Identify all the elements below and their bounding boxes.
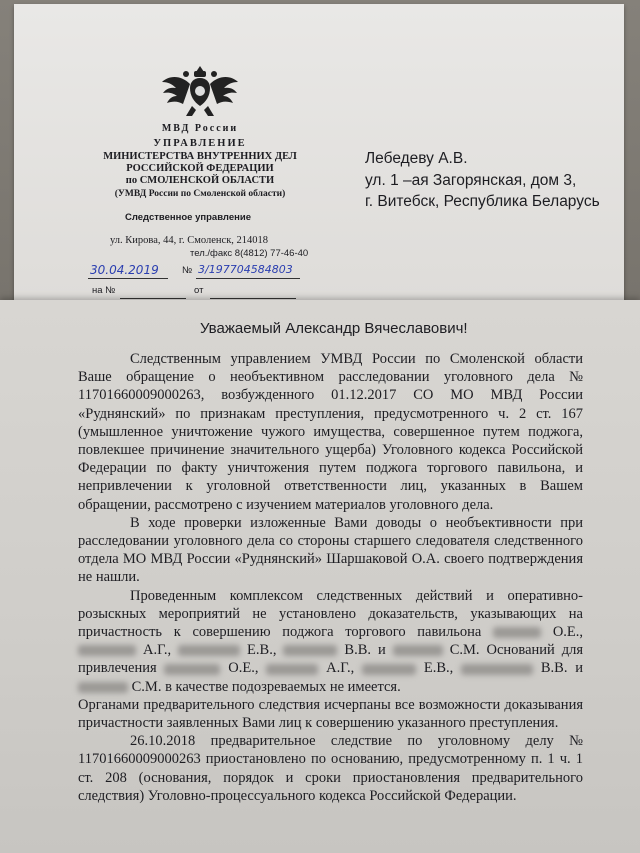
recipient-name: Лебедеву А.В.	[365, 150, 468, 167]
reference-underline	[120, 297, 186, 299]
paragraph-3-text-i: Е.В.,	[423, 660, 454, 677]
paragraph-3-text-h: А.Г.,	[326, 660, 355, 677]
agency-short-name: МВД России	[161, 123, 239, 134]
header-line-5: (УМВД России по Смоленской области)	[114, 189, 286, 199]
redacted-name	[78, 645, 136, 656]
reference-from-label: от	[194, 285, 204, 296]
redacted-name	[283, 645, 337, 656]
department-name: Следственное управление	[125, 212, 251, 223]
paragraph-3-text-a: Проведенным комплексом следственных действий и оперативно-розыскных мероприятий не установлено доказательств, указывающих на причастность к совершению поджога торгового павильона	[78, 587, 583, 641]
paragraph-4: Органами предварительного следствия исчерпаны все возможности доказывания причастности заявленных Вами лиц к совершению указанного преступления.	[78, 696, 583, 732]
recipient-city: г. Витебск, Республика Беларусь	[365, 193, 600, 210]
paragraph-3-text-d: Е.В.,	[247, 642, 277, 659]
header-line-3: РОССИЙСКОЙ ФЕДЕРАЦИИ	[126, 163, 274, 174]
redacted-name	[164, 664, 220, 675]
redacted-name	[461, 664, 533, 675]
letter-date-handwritten: 30.04.2019	[90, 263, 159, 277]
redacted-name	[78, 682, 128, 693]
department-address: ул. Кирова, 44, г. Смоленск, 214018	[110, 235, 269, 246]
paragraph-5: 26.10.2018 предварительное следствие по уголовному делу № 11701660009000263 приостановлено по основанию, предусмотренному п. 1 ч. 1 ст. 208 (основания, порядок и сроки приостановления предварительного следствия) Уголовно-процессуального кодекса Российской Федерации.	[78, 733, 583, 804]
letter-body	[78, 350, 583, 805]
number-underline	[196, 277, 300, 279]
paragraph-3-text-g: О.Е.,	[228, 660, 259, 677]
number-label: №	[182, 265, 193, 276]
reference-from-underline	[210, 297, 296, 299]
recipient-street: ул. 1 –ая Загорянская, дом 3,	[365, 172, 577, 189]
redacted-name	[393, 645, 443, 656]
paragraph-3-text-j: В.В. и	[540, 660, 584, 677]
paragraph-3-text-b: О.Е.,	[552, 624, 584, 641]
paragraph-3-text-k: С.М. в качестве подозреваемых не имеется.	[131, 678, 401, 695]
redacted-name	[362, 664, 416, 675]
header-line-4: по СМОЛЕНСКОЙ ОБЛАСТИ	[125, 175, 275, 186]
paragraph-3-text-f: С.М. Оснований для привлечения	[78, 642, 584, 677]
double-headed-eagle-icon	[160, 60, 240, 122]
redacted-name	[493, 627, 541, 638]
header-line-1: УПРАВЛЕНИЕ	[153, 138, 247, 149]
department-phone: тел./факс 8(4812) 77-46-40	[190, 248, 309, 259]
header-line-2: МИНИСТЕРСТВА ВНУТРЕННИХ ДЕЛ	[103, 151, 297, 162]
paragraph-2: В ходе проверки изложенные Вами доводы о необъективности при расследовании уголовного дела со стороны старшего следователя следственного отдела МО МВД России «Руднянский» Шаршаковой О.А. своего подтверждения не нашли.	[78, 514, 583, 586]
date-underline	[88, 277, 168, 279]
letter-number-handwritten: 3/197704584803	[198, 263, 293, 276]
paragraph-3-text-e: В.В. и	[344, 642, 386, 659]
paragraph-1: Следственным управлением УМВД России по Смоленской области Ваше обращение о необъективном расследовании уголовного дела № 11701660009000263, возбужденного 01.12.2017 СО МО МВД России «Руднянский» по признакам преступления, предусмотренного ч. 2 ст. 167 (умышленное уничтожение чужого имущества, совершенное путем поджога, повлекшее причинение значительного ущерба) Уголовного кодекса Российской Федерации по факту уничтожения путем поджога торгового павильона, и непривлечении к уголовной ответственности лиц, указанных в Вашем обращении, рассмотрено с изучением материалов уголовного дела.	[78, 351, 583, 513]
paragraph-3-text-c: А.Г.,	[142, 642, 172, 659]
paragraph-3	[78, 587, 583, 696]
greeting: Уважаемый Александр Вячеславович!	[200, 320, 468, 337]
reference-label: на №	[92, 285, 116, 296]
redacted-name	[178, 645, 240, 656]
redacted-name	[266, 664, 318, 675]
